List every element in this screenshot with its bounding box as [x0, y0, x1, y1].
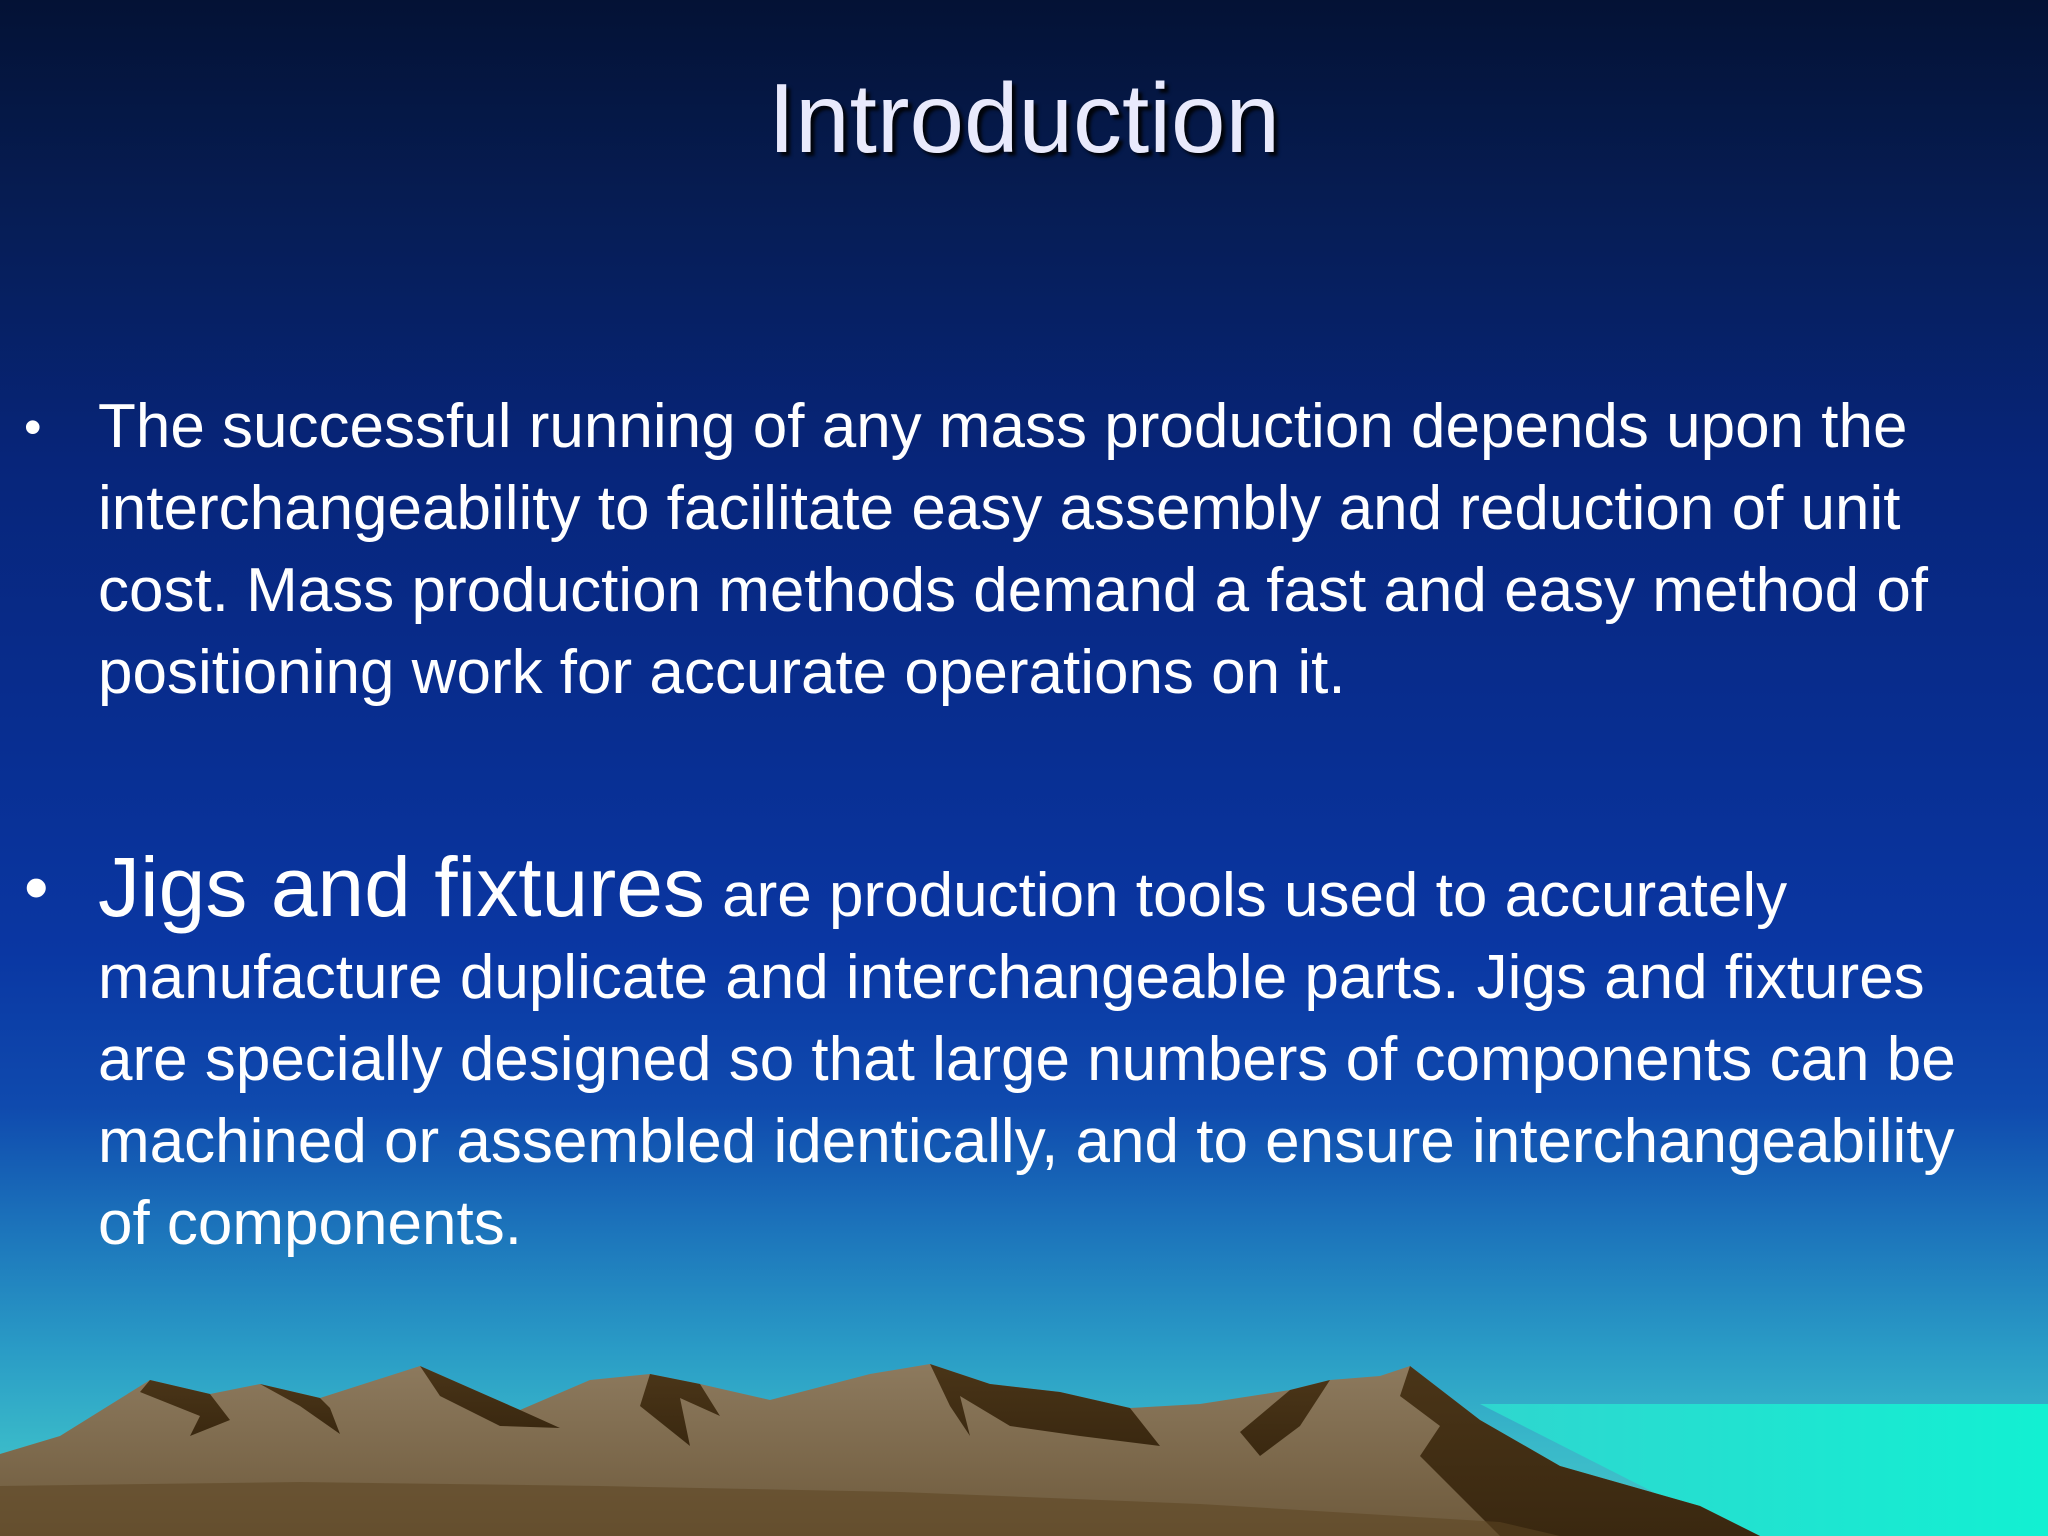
- bullet-item-2: [24, 840, 2018, 1265]
- bullet-dot-icon: •: [24, 399, 42, 455]
- slide-title: Introduction: [767, 63, 1281, 173]
- bullet-emphasis: Jigs and fixtures: [98, 840, 705, 934]
- bullet-dot-icon: •: [24, 848, 49, 926]
- mountain-landscape-illustration: [0, 1336, 2048, 1536]
- bullet-text: are production tools used to accurately manufacture duplicate and interchangeable parts. Jigs and fixtures are specially designed so that large numbers of components can be machined or assembled identically, and to ensure interchangeability of components.: [98, 861, 1956, 1258]
- bullet-text: The successful running of any mass production depends upon the interchangeability to facilitate easy assembly and reduction of unit cost. Mass production methods demand a fast and easy method of positioning work for accurate operations on it.: [98, 392, 1929, 707]
- bullet-item-1: [24, 386, 2018, 714]
